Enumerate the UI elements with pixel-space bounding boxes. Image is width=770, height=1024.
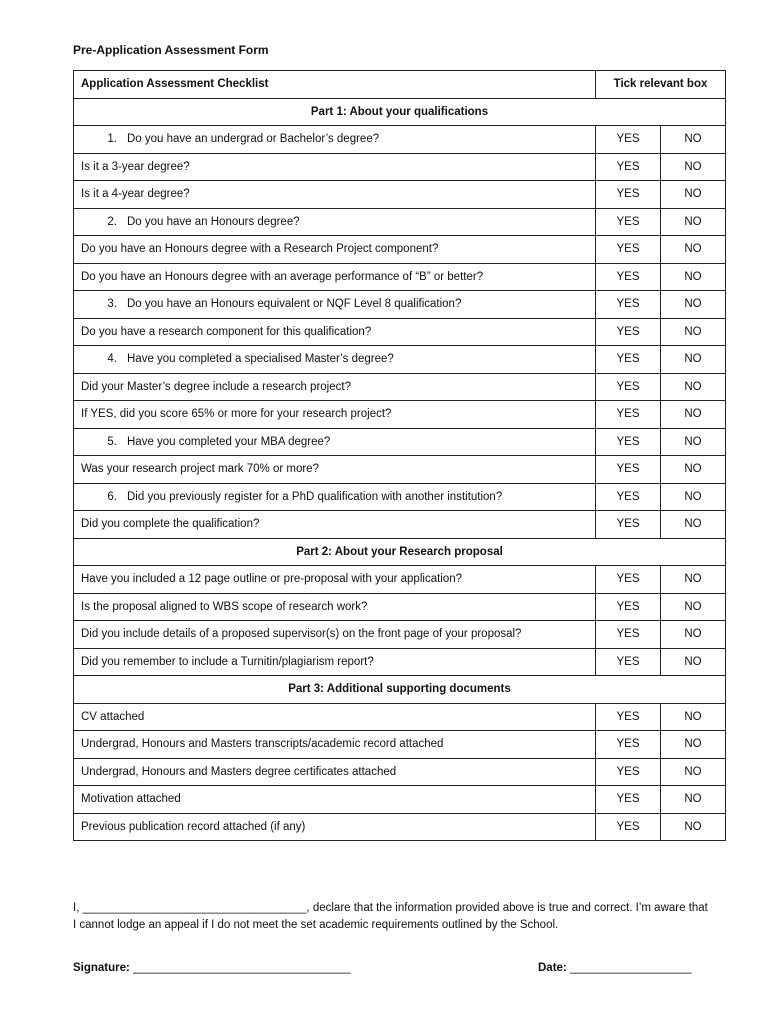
question-cell bbox=[74, 346, 596, 374]
question-cell bbox=[74, 703, 596, 731]
no-option[interactable]: NO bbox=[661, 731, 726, 759]
question-text: Previous publication record attached (if any) bbox=[81, 820, 306, 833]
question-cell bbox=[74, 758, 596, 786]
section-header-row bbox=[74, 676, 726, 704]
question-text: Is the proposal aligned to WBS scope of research work? bbox=[81, 600, 368, 613]
question-text: Do you have an Honours degree with an average performance of “B” or better? bbox=[81, 270, 484, 283]
table-row bbox=[74, 263, 726, 291]
yes-option[interactable]: YES bbox=[596, 291, 661, 319]
question-text: Do you have a research component for this qualification? bbox=[81, 325, 372, 338]
question-text: Have you completed your MBA degree? bbox=[127, 435, 331, 448]
yes-option[interactable]: YES bbox=[596, 236, 661, 264]
no-option[interactable]: NO bbox=[661, 318, 726, 346]
no-option[interactable]: NO bbox=[661, 401, 726, 429]
table-row bbox=[74, 593, 726, 621]
no-option[interactable]: NO bbox=[661, 621, 726, 649]
question-text: Did you remember to include a Turnitin/plagiarism report? bbox=[81, 655, 374, 668]
signature-field[interactable] bbox=[73, 962, 351, 974]
checklist-header: Application Assessment Checklist bbox=[74, 71, 596, 99]
question-text: Undergrad, Honours and Masters transcripts/academic record attached bbox=[81, 738, 444, 751]
table-row bbox=[74, 483, 726, 511]
table-row bbox=[74, 511, 726, 539]
no-option[interactable]: NO bbox=[661, 703, 726, 731]
question-text: Did you previously register for a PhD qualification with another institution? bbox=[127, 490, 503, 503]
yes-option[interactable]: YES bbox=[596, 621, 661, 649]
no-option[interactable]: NO bbox=[661, 263, 726, 291]
question-cell bbox=[74, 181, 596, 209]
question-cell bbox=[74, 208, 596, 236]
table-row bbox=[74, 153, 726, 181]
table-row bbox=[74, 126, 726, 154]
question-number: 4. bbox=[107, 353, 117, 366]
no-option[interactable]: NO bbox=[661, 236, 726, 264]
question-cell bbox=[74, 401, 596, 429]
section-header-row bbox=[74, 98, 726, 126]
yes-option[interactable]: YES bbox=[596, 813, 661, 841]
question-number: 5. bbox=[107, 435, 117, 448]
yes-option[interactable]: YES bbox=[596, 346, 661, 374]
yes-option[interactable]: YES bbox=[596, 318, 661, 346]
yes-option[interactable]: YES bbox=[596, 758, 661, 786]
question-text: CV attached bbox=[81, 710, 145, 723]
table-row bbox=[74, 566, 726, 594]
table-row bbox=[74, 456, 726, 484]
question-cell bbox=[74, 236, 596, 264]
assessment-checklist-table bbox=[73, 70, 726, 841]
question-text: Do you have an undergrad or Bachelor’s degree? bbox=[127, 133, 380, 146]
no-option[interactable]: NO bbox=[661, 456, 726, 484]
question-cell bbox=[74, 153, 596, 181]
no-option[interactable]: NO bbox=[661, 483, 726, 511]
no-option[interactable]: NO bbox=[661, 181, 726, 209]
question-number: 3. bbox=[107, 298, 117, 311]
section-title: Part 2: About your Research proposal bbox=[74, 538, 726, 566]
question-cell bbox=[74, 648, 596, 676]
question-text: Undergrad, Honours and Masters degree certificates attached bbox=[81, 765, 397, 778]
table-row bbox=[74, 373, 726, 401]
yes-option[interactable]: YES bbox=[596, 566, 661, 594]
table-row bbox=[74, 318, 726, 346]
question-text: Do you have an Honours equivalent or NQF Level 8 qualification? bbox=[127, 298, 462, 311]
question-cell bbox=[74, 593, 596, 621]
table-row bbox=[74, 181, 726, 209]
yes-option[interactable]: YES bbox=[596, 373, 661, 401]
question-text: Did your Master’s degree include a research project? bbox=[81, 380, 351, 393]
table-row bbox=[74, 731, 726, 759]
yes-option[interactable]: YES bbox=[596, 593, 661, 621]
question-cell bbox=[74, 291, 596, 319]
section-header-row bbox=[74, 538, 726, 566]
table-row bbox=[74, 401, 726, 429]
question-cell bbox=[74, 813, 596, 841]
no-option[interactable]: NO bbox=[661, 126, 726, 154]
question-text: Do you have an Honours degree with a Research Project component? bbox=[81, 243, 439, 256]
question-text: If YES, did you score 65% or more for your research project? bbox=[81, 408, 392, 421]
table-row bbox=[74, 236, 726, 264]
yes-option[interactable]: YES bbox=[596, 181, 661, 209]
question-text: Was your research project mark 70% or more? bbox=[81, 463, 319, 476]
yes-option[interactable]: YES bbox=[596, 703, 661, 731]
question-number: 6. bbox=[107, 490, 117, 503]
table-row bbox=[74, 648, 726, 676]
signature-blank[interactable]: __________________________________ bbox=[133, 962, 351, 974]
no-option[interactable]: NO bbox=[661, 373, 726, 401]
table-row bbox=[74, 428, 726, 456]
question-cell bbox=[74, 511, 596, 539]
section-title: Part 1: About your qualifications bbox=[74, 98, 726, 126]
yes-option[interactable]: YES bbox=[596, 731, 661, 759]
question-cell bbox=[74, 263, 596, 291]
table-header-row bbox=[74, 71, 726, 99]
no-option[interactable]: NO bbox=[661, 153, 726, 181]
yes-option[interactable]: YES bbox=[596, 456, 661, 484]
table-row bbox=[74, 208, 726, 236]
yes-option[interactable]: YES bbox=[596, 428, 661, 456]
tick-header: Tick relevant box bbox=[596, 71, 726, 99]
no-option[interactable]: NO bbox=[661, 786, 726, 814]
date-blank[interactable]: ___________________ bbox=[569, 962, 692, 974]
no-option[interactable]: NO bbox=[661, 291, 726, 319]
question-cell bbox=[74, 786, 596, 814]
question-text: Motivation attached bbox=[81, 793, 181, 806]
question-text: Have you completed a specialised Master’s degree? bbox=[127, 353, 394, 366]
date-label: Date: bbox=[538, 962, 567, 974]
question-cell bbox=[74, 731, 596, 759]
question-cell bbox=[74, 318, 596, 346]
yes-option[interactable]: YES bbox=[596, 263, 661, 291]
yes-option[interactable]: YES bbox=[596, 208, 661, 236]
section-title: Part 3: Additional supporting documents bbox=[74, 676, 726, 704]
question-text: Did you complete the qualification? bbox=[81, 518, 260, 531]
no-option[interactable]: NO bbox=[661, 428, 726, 456]
table-row bbox=[74, 291, 726, 319]
yes-option[interactable]: YES bbox=[596, 786, 661, 814]
question-text: Have you included a 12 page outline or pre-proposal with your application? bbox=[81, 573, 463, 586]
question-cell bbox=[74, 621, 596, 649]
question-cell bbox=[74, 456, 596, 484]
yes-option[interactable]: YES bbox=[596, 648, 661, 676]
date-field[interactable] bbox=[538, 962, 692, 974]
yes-option[interactable]: YES bbox=[596, 483, 661, 511]
question-cell bbox=[74, 428, 596, 456]
table-row bbox=[74, 786, 726, 814]
no-option[interactable]: NO bbox=[661, 813, 726, 841]
table-row bbox=[74, 621, 726, 649]
yes-option[interactable]: YES bbox=[596, 511, 661, 539]
question-text: Did you include details of a proposed supervisor(s) on the front page of your proposal? bbox=[81, 628, 522, 641]
no-option[interactable]: NO bbox=[661, 758, 726, 786]
question-number: 1. bbox=[107, 133, 117, 146]
yes-option[interactable]: YES bbox=[596, 401, 661, 429]
question-cell bbox=[74, 373, 596, 401]
no-option[interactable]: NO bbox=[661, 346, 726, 374]
question-text: Is it a 3-year degree? bbox=[81, 160, 190, 173]
table-row bbox=[74, 813, 726, 841]
question-cell bbox=[74, 126, 596, 154]
yes-option[interactable]: YES bbox=[596, 153, 661, 181]
table-row bbox=[74, 703, 726, 731]
no-option[interactable]: NO bbox=[661, 511, 726, 539]
form-title: Pre-Application Assessment Form bbox=[73, 43, 269, 57]
declaration-text: I, ___________________________________, declare that the information provided above is true and correct. I’m aware that I cannot lodge an appeal if I do not meet the set academic requirements outlined by the School. bbox=[73, 902, 708, 931]
yes-option[interactable]: YES bbox=[596, 126, 661, 154]
table-row bbox=[74, 758, 726, 786]
question-cell bbox=[74, 483, 596, 511]
question-text: Is it a 4-year degree? bbox=[81, 188, 190, 201]
no-option[interactable]: NO bbox=[661, 593, 726, 621]
signature-label: Signature: bbox=[73, 962, 130, 974]
no-option[interactable]: NO bbox=[661, 208, 726, 236]
question-text: Do you have an Honours degree? bbox=[127, 215, 300, 228]
question-cell bbox=[74, 566, 596, 594]
no-option[interactable]: NO bbox=[661, 566, 726, 594]
question-number: 2. bbox=[107, 215, 117, 228]
no-option[interactable]: NO bbox=[661, 648, 726, 676]
table-row bbox=[74, 346, 726, 374]
